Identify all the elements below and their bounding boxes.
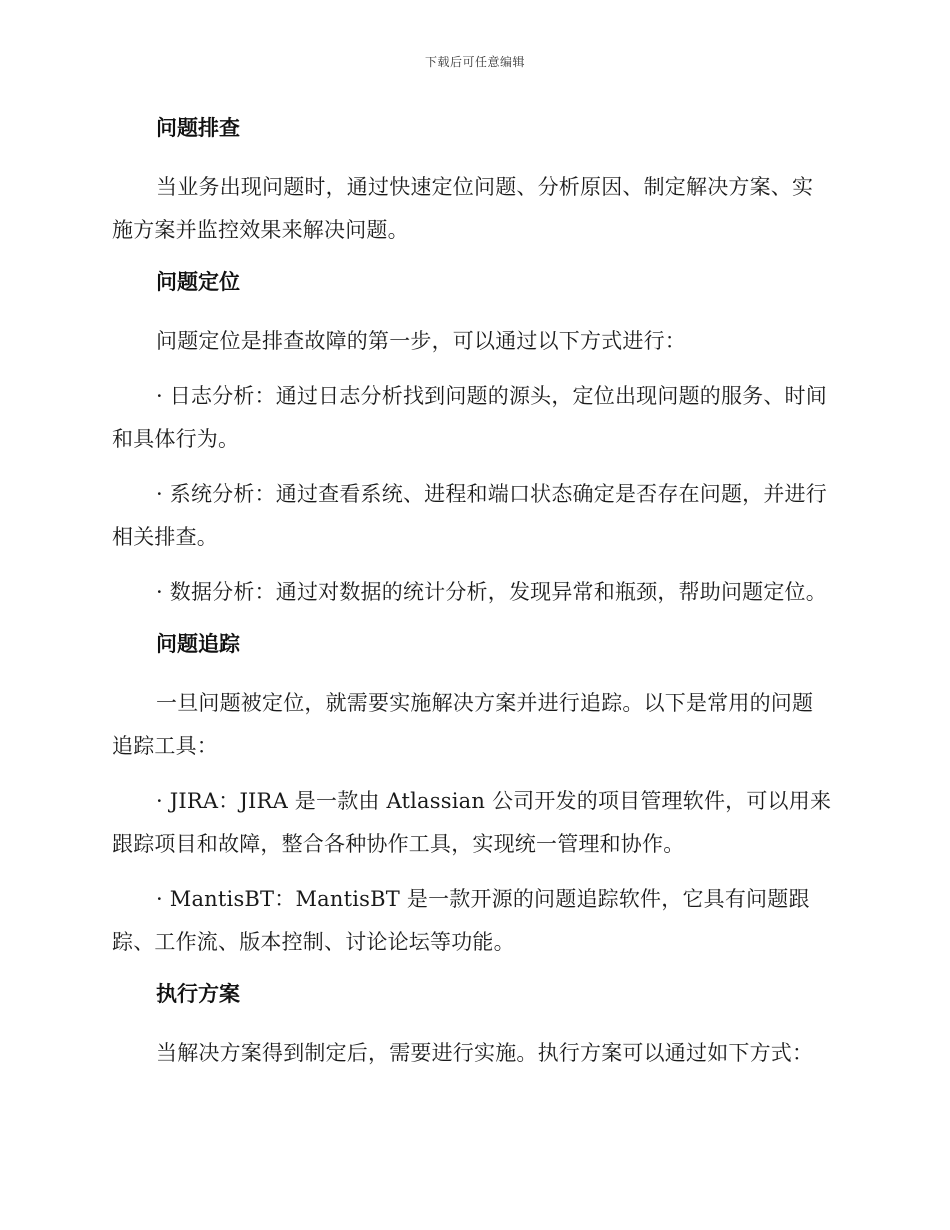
document-body (112, 110, 832, 1075)
bullet-paragraph: · 日志分析：通过日志分析找到问题的源头，定位出现问题的服务、时间和具体行为。 (112, 384, 827, 451)
bullet-paragraph: · MantisBT：MantisBT 是一款开源的问题追踪软件，它具有问题跟踪、工作流、版本控制、讨论论坛等功能。 (112, 887, 810, 954)
paragraph: 问题定位是排查故障的第一步，可以通过以下方式进行： (156, 329, 686, 353)
section-heading: 问题定位 (156, 270, 240, 294)
section-heading: 问题追踪 (156, 632, 240, 656)
paragraph: 一旦问题被定位，就需要实施解决方案并进行追踪。以下是常用的问题追踪工具： (112, 691, 814, 758)
page-header: 下载后可任意编辑 (424, 55, 525, 69)
paragraph: 当解决方案得到制定后，需要进行实施。执行方案可以通过如下方式： (156, 1041, 814, 1065)
section-heading: 问题排查 (156, 116, 240, 140)
section-problem-locating (112, 264, 832, 626)
bullet-paragraph: · 系统分析：通过查看系统、进程和端口状态确定是否存在问题，并进行相关排查。 (112, 482, 827, 549)
section-execution-plan (112, 976, 832, 1075)
paragraph: 当业务出现问题时，通过快速定位问题、分析原因、制定解决方案、实施方案并监控效果来解决问题。 (112, 175, 814, 242)
section-troubleshooting (112, 110, 832, 264)
section-heading: 执行方案 (156, 982, 240, 1006)
section-problem-tracking (112, 626, 832, 976)
bullet-paragraph: · JIRA：JIRA 是一款由 Atlassian 公司开发的项目管理软件，可以用来跟踪项目和故障，整合各种协作工具，实现统一管理和协作。 (112, 789, 832, 856)
bullet-paragraph: · 数据分析：通过对数据的统计分析，发现异常和瓶颈，帮助问题定位。 (156, 580, 827, 604)
